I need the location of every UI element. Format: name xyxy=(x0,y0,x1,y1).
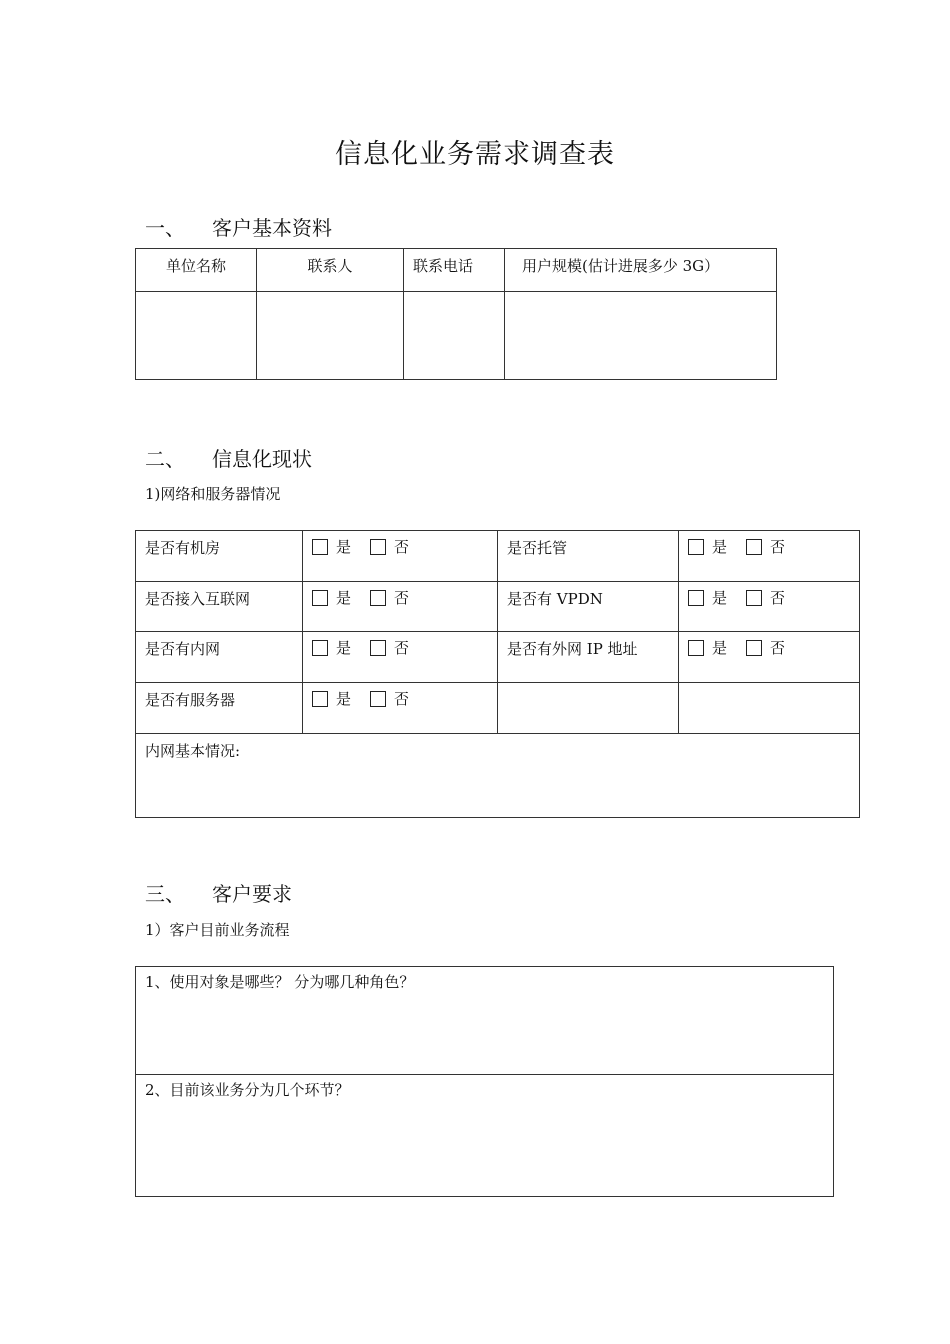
input-cell-phone[interactable] xyxy=(404,292,505,380)
question-servers: 是否有服务器 xyxy=(145,691,236,709)
input-cell-scale[interactable] xyxy=(505,292,777,380)
section-2-title: 信息化现状 xyxy=(212,447,312,471)
checkbox-icon[interactable] xyxy=(370,691,386,707)
network-status-table xyxy=(135,530,860,818)
checkbox-icon[interactable] xyxy=(746,539,762,555)
question-server-room: 是否有机房 xyxy=(145,539,221,557)
section-3-subtitle: 1）客户目前业务流程 xyxy=(145,921,290,939)
question-cell-1[interactable] xyxy=(136,967,834,1075)
intranet-options xyxy=(303,632,497,658)
checkbox-icon[interactable] xyxy=(312,691,328,707)
vpdn-options xyxy=(679,582,859,608)
yes-label: 是 xyxy=(336,639,352,657)
section-2-number: 二、 xyxy=(145,447,185,471)
no-label: 否 xyxy=(394,538,410,556)
server-room-no[interactable] xyxy=(370,536,409,557)
no-label: 否 xyxy=(394,690,410,708)
servers-options xyxy=(303,683,497,709)
checkbox-icon[interactable] xyxy=(370,590,386,606)
question-vpdn: 是否有 VPDN xyxy=(507,590,603,608)
section-1-title: 客户基本资料 xyxy=(212,216,332,240)
empty-cell xyxy=(498,683,679,734)
public-ip-no[interactable] xyxy=(746,637,785,658)
checkbox-icon[interactable] xyxy=(746,590,762,606)
vpdn-no[interactable] xyxy=(746,587,785,608)
section-3-number: 三、 xyxy=(145,882,185,906)
header-phone: 联系电话 xyxy=(413,257,474,275)
customer-info-table xyxy=(135,248,777,380)
input-cell-contact[interactable] xyxy=(257,292,404,380)
page-title: 信息化业务需求调查表 xyxy=(335,139,615,170)
servers-yes[interactable] xyxy=(312,688,351,709)
no-label: 否 xyxy=(770,589,786,607)
question-business-steps: 2、目前该业务分为几个环节？ xyxy=(145,1081,350,1099)
checkbox-icon[interactable] xyxy=(312,640,328,656)
question-users-roles: 1、使用对象是哪些？ 分为哪几种角色？ xyxy=(145,973,415,991)
hosted-no[interactable] xyxy=(746,536,785,557)
business-process-table xyxy=(135,966,834,1197)
public-ip-yes[interactable] xyxy=(688,637,727,658)
no-label: 否 xyxy=(770,538,786,556)
intranet-details-cell[interactable] xyxy=(136,734,860,818)
checkbox-icon[interactable] xyxy=(312,590,328,606)
public-ip-options xyxy=(679,632,859,658)
server-room-yes[interactable] xyxy=(312,536,351,557)
internet-no[interactable] xyxy=(370,587,409,608)
question-cell-2[interactable] xyxy=(136,1075,834,1197)
checkbox-icon[interactable] xyxy=(370,539,386,555)
intranet-no[interactable] xyxy=(370,637,409,658)
internet-options xyxy=(303,582,497,608)
section-1-number: 一、 xyxy=(145,216,185,240)
checkbox-icon[interactable] xyxy=(688,640,704,656)
hosted-options xyxy=(679,531,859,557)
checkbox-icon[interactable] xyxy=(746,640,762,656)
question-hosted: 是否托管 xyxy=(507,539,568,557)
no-label: 否 xyxy=(394,639,410,657)
header-cell-scale xyxy=(505,249,777,292)
checkbox-icon[interactable] xyxy=(370,640,386,656)
internet-yes[interactable] xyxy=(312,587,351,608)
yes-label: 是 xyxy=(336,538,352,556)
hosted-yes[interactable] xyxy=(688,536,727,557)
intranet-yes[interactable] xyxy=(312,637,351,658)
empty-cell xyxy=(679,683,860,734)
yes-label: 是 xyxy=(336,589,352,607)
header-contact: 联系人 xyxy=(307,257,353,275)
checkbox-icon[interactable] xyxy=(688,539,704,555)
servers-no[interactable] xyxy=(370,688,409,709)
header-cell-unit xyxy=(136,249,257,292)
section-3-title: 客户要求 xyxy=(212,882,292,906)
checkbox-icon[interactable] xyxy=(688,590,704,606)
yes-label: 是 xyxy=(712,639,728,657)
checkbox-icon[interactable] xyxy=(312,539,328,555)
header-cell-contact xyxy=(257,249,404,292)
no-label: 否 xyxy=(394,589,410,607)
yes-label: 是 xyxy=(712,589,728,607)
header-user-scale: 用户规模(估计进展多少 3G） xyxy=(522,257,720,275)
server-room-options xyxy=(303,531,497,557)
header-unit-name: 单位名称 xyxy=(165,257,226,275)
question-intranet: 是否有内网 xyxy=(145,640,221,658)
vpdn-yes[interactable] xyxy=(688,587,727,608)
intranet-details-label: 内网基本情况: xyxy=(145,742,241,760)
header-cell-phone xyxy=(404,249,505,292)
section-2-subtitle: 1)网络和服务器情况 xyxy=(145,485,281,503)
question-internet: 是否接入互联网 xyxy=(145,590,251,608)
yes-label: 是 xyxy=(336,690,352,708)
question-public-ip: 是否有外网 IP 地址 xyxy=(507,640,638,658)
no-label: 否 xyxy=(770,639,786,657)
input-cell-unit[interactable] xyxy=(136,292,257,380)
yes-label: 是 xyxy=(712,538,728,556)
